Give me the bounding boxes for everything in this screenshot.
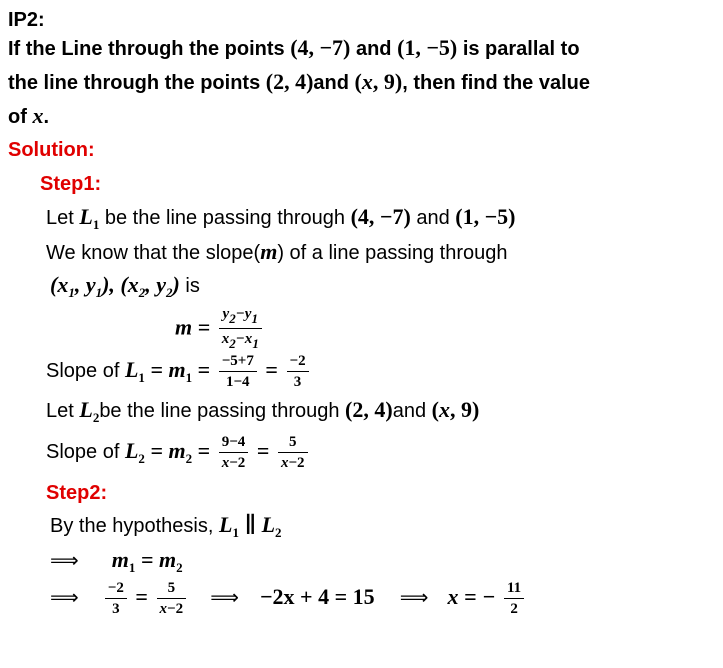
step1-let-l1: Let $L_1$ be the line passing through (4, −7) and (1, −5) <box>46 204 516 232</box>
problem-text: the line through the points <box>8 72 266 94</box>
step2-label: Step2: <box>46 482 108 504</box>
problem-line-1 <box>8 36 580 61</box>
slope-l1: Slope of $L_1 = m_1$ = $\frac{-5+7}{1-4}$ = $\frac{-2}{3}$ <box>46 350 312 390</box>
problem-text: If the Line through the points <box>8 38 291 60</box>
problem-line-3 <box>8 104 49 129</box>
problem-text: , then find the value <box>402 72 590 94</box>
slope-l2: Slope of $L_2 = m_2$ = $\frac{9-4}{x-2}$ = $\frac{5}{x-2}$ <box>46 431 311 471</box>
step2-final: ⟹ $\frac{-2}{3}$ = $\frac{5}{x-2}$ ⟹ −2x + 4 = 15 ⟹ x = − $\frac{11}{2}$ <box>50 575 527 619</box>
step1-points: ($x_1$, $y_1$), ($x_2$, $y_2$) is <box>50 272 200 300</box>
problem-label: IP2: <box>8 9 45 31</box>
step2-m-equal: ⟹ $m_1 = m_2$ <box>50 547 183 575</box>
implies-arrow: ⟹ <box>50 548 79 572</box>
implies-arrow: ⟹ <box>399 585 429 609</box>
point-1: (4, −7) <box>290 35 351 60</box>
problem-text: . <box>43 106 49 128</box>
solution-label: Solution: <box>8 139 95 161</box>
problem-line-2 <box>8 70 590 95</box>
point-3: (2, 4) <box>265 69 314 94</box>
slope-formula: m = $\frac{y2-y1}{x2-x1}$ <box>175 306 265 346</box>
problem-text: and <box>350 38 398 60</box>
point-4: (x, 9) <box>354 69 403 94</box>
point-2: (1, −5) <box>397 35 458 60</box>
problem-text: is parallal to <box>457 38 580 60</box>
slope-fraction: $\frac{y2-y1}{x2-x1}$ <box>219 306 262 352</box>
problem-text: of <box>8 106 33 128</box>
implies-arrow: ⟹ <box>210 585 239 609</box>
step1-we-know: We know that the slope(m) of a line passing through <box>46 239 508 264</box>
variable-x: x <box>32 103 44 128</box>
step2-hypothesis: By the hypothesis, $L_1$ ∥ $L_2$ <box>50 512 282 540</box>
linear-equation: −2x + 4 = 15 <box>260 584 375 609</box>
step1-let-l2: Let $L_2be$ the line passing through (2, 4)and (x, 9) <box>46 397 480 425</box>
implies-arrow: ⟹ <box>50 585 79 609</box>
step1-label: Step1: <box>40 173 102 195</box>
problem-text: and <box>313 72 355 94</box>
